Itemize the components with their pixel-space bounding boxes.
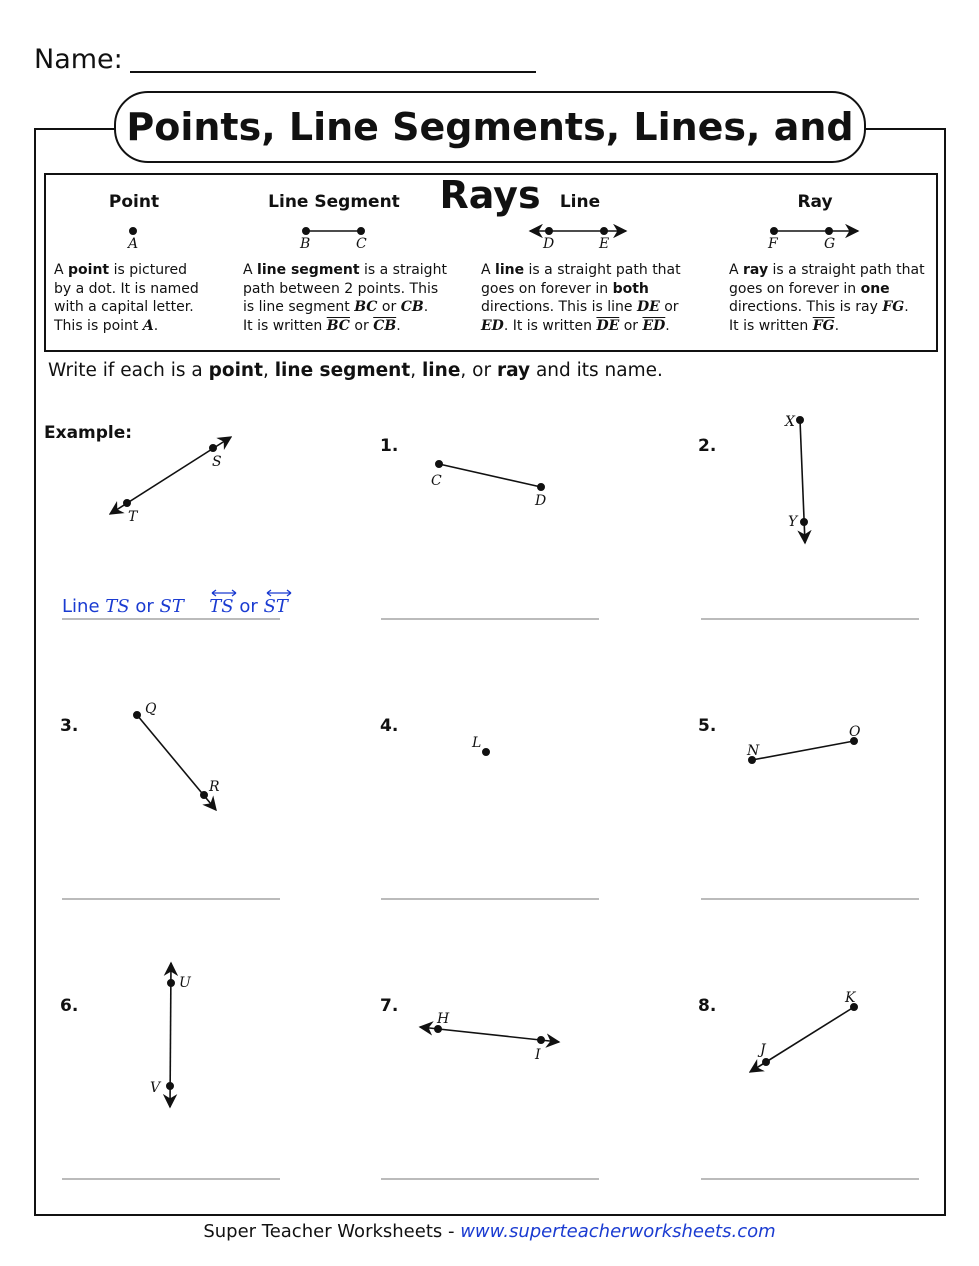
example-label-s: S <box>212 454 222 470</box>
problem-4-label-l: L <box>472 735 482 751</box>
point-figure <box>126 228 138 252</box>
problem-3-figure <box>134 701 220 810</box>
ray-definition: A ray is a straight path that goes on forever in one directions. This is ray FG. It is written $\overline{FG}$. <box>729 262 925 334</box>
problem-3-label-q: Q <box>145 701 157 717</box>
example-label-t: T <box>128 509 138 525</box>
problem-6-label-u: U <box>179 975 191 991</box>
problem-5-label-n: N <box>747 743 760 759</box>
problem-8-label-k: K <box>845 990 856 1006</box>
problem-7-label-i: I <box>535 1047 541 1063</box>
example-figure <box>110 437 231 525</box>
ray-heading: Ray <box>797 192 833 212</box>
footer-link[interactable]: www.superteacherworksheets.com <box>460 1221 776 1242</box>
problem-4-number: 4. <box>380 716 399 736</box>
problem-2-label-x: X <box>785 414 795 430</box>
name-label: Name: <box>34 44 123 75</box>
problem-3-label-r: R <box>209 779 220 795</box>
line-heading: Line <box>559 192 601 212</box>
line-figure <box>530 228 626 252</box>
problem-1-figure <box>431 461 546 509</box>
problem-1-label-c: C <box>431 473 442 489</box>
problem-7-label-h: H <box>437 1011 450 1027</box>
problem-1-number: 1. <box>380 436 399 456</box>
segment-definition: A line segment is a straight path between 2 points. This is line segment BC or CB. It is written $\overline{BC}$ or $\overline{CB}$. <box>243 262 447 334</box>
problem-6-figure <box>150 963 192 1107</box>
footer: Super Teacher Worksheets - www.superteacherworksheets.com <box>203 1221 776 1242</box>
problem-5-number: 5. <box>698 716 717 736</box>
problem-4-figure <box>471 735 489 755</box>
problem-8-number: 8. <box>698 996 717 1016</box>
ray-label-g: G <box>824 236 836 252</box>
problem-2-figure <box>784 414 807 543</box>
segment-heading: Line Segment <box>268 192 400 212</box>
line-definition: A line is a straight path that goes on forever in both directions. This is line DE or ED. It is written $\overline{DE}$ or $\overline{ED}$. <box>481 262 681 334</box>
problem-5-label-o: O <box>849 724 861 740</box>
problem-3-number: 3. <box>60 716 79 736</box>
example-label: Example: <box>44 423 133 443</box>
problem-6-number: 6. <box>60 996 79 1016</box>
problem-2-label-y: Y <box>788 514 798 530</box>
problem-8-label-j: J <box>760 1042 766 1058</box>
problem-1-label-d: D <box>535 493 547 509</box>
segment-label-b: B <box>300 236 311 252</box>
line-label-d: D <box>543 236 555 252</box>
segment-label-c: C <box>356 236 367 252</box>
problem-5-figure <box>746 724 861 763</box>
problem-7-figure <box>420 1011 559 1063</box>
problem-7-number: 7. <box>380 996 399 1016</box>
instructions: Write if each is a point, line segment, line, or ray and its name. <box>48 360 663 381</box>
example-answer: Line TS or ST TS or ST <box>62 596 288 617</box>
line-label-e: E <box>599 236 610 252</box>
point-definition: A point is pictured by a dot. It is named with a capital letter. This is point A. <box>54 262 199 334</box>
segment-figure <box>299 228 367 252</box>
point-label: A <box>128 236 139 252</box>
worksheet-title: Points, Line Segments, Lines, and Rays <box>114 91 866 163</box>
problem-6-label-v: V <box>150 1080 161 1096</box>
point-heading: Point <box>108 192 160 212</box>
ray-label-f: F <box>768 236 778 252</box>
problem-2-number: 2. <box>698 436 717 456</box>
problem-8-figure <box>750 990 857 1072</box>
ray-figure <box>767 228 858 252</box>
